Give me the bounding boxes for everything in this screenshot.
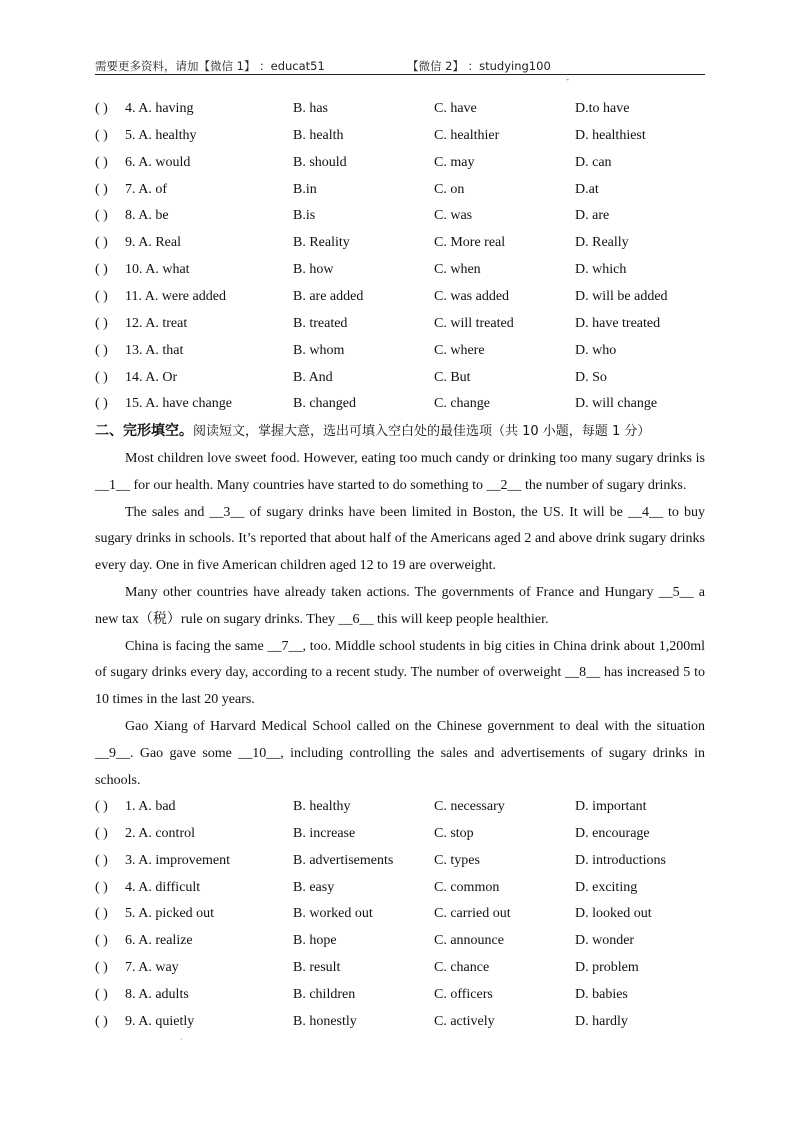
header-rule <box>95 74 705 75</box>
option-b: B. honestly <box>293 1013 357 1029</box>
option-d: D. encourage <box>575 825 650 841</box>
option-b: B. whom <box>293 342 345 358</box>
answer-blank: ( ) <box>95 181 108 197</box>
option-d: D. babies <box>575 986 628 1002</box>
option-c: C. carried out <box>434 906 511 922</box>
answer-blank: ( ) <box>95 933 108 949</box>
header-wechat-2: 【微信 2】 ：studying100 <box>407 59 551 73</box>
option-d: D. problem <box>575 960 639 976</box>
answer-blank: ( ) <box>95 986 108 1002</box>
option-a: 9. A. Real <box>125 235 181 251</box>
answer-blank: ( ) <box>95 101 108 116</box>
option-b: B. result <box>293 960 341 976</box>
passage-paragraph: Many other countries have already taken actions. The governments of France and Hungary __5__ a new tax（税）rule on sugary drinks. They __6__ this will keep people healthier. <box>95 584 705 627</box>
question-row <box>95 259 705 281</box>
option-a: 1. A. bad <box>125 799 176 814</box>
option-c: C. was added <box>434 288 510 304</box>
option-d: D. wonder <box>575 933 635 949</box>
question-row <box>95 823 705 845</box>
option-b: B. easy <box>293 879 335 895</box>
option-c: C. actively <box>434 1013 495 1029</box>
answer-blank: ( ) <box>95 396 108 412</box>
option-c: C. officers <box>434 986 493 1002</box>
answer-blank: ( ) <box>95 852 108 868</box>
option-d: D. looked out <box>575 906 652 922</box>
cloze-passage <box>95 446 705 794</box>
question-row <box>95 850 705 872</box>
option-a: 8. A. adults <box>125 986 189 1002</box>
answer-blank: ( ) <box>95 369 108 385</box>
option-c: C. was <box>434 208 473 224</box>
option-b: B. hope <box>293 933 337 949</box>
option-d: D. hardly <box>575 1013 628 1029</box>
option-d: D. are <box>575 208 610 224</box>
option-d: D. Really <box>575 235 629 251</box>
option-b: B. has <box>293 101 328 116</box>
option-c: C. chance <box>434 960 490 976</box>
question-row <box>95 367 705 389</box>
option-b: B. Reality <box>293 235 350 251</box>
option-c: C. common <box>434 879 500 895</box>
answer-blank: ( ) <box>95 906 108 922</box>
answer-blank: ( ) <box>95 1013 108 1029</box>
option-b: B. advertisements <box>293 852 394 868</box>
option-c: C. when <box>434 262 481 278</box>
option-b: B. increase <box>293 825 356 841</box>
option-d: D. So <box>575 369 607 385</box>
answer-blank: ( ) <box>95 825 108 841</box>
option-a: 6. A. realize <box>125 933 193 949</box>
option-a: 11. A. were added <box>125 288 226 304</box>
passage-paragraph: Gao Xiang of Harvard Medical School called on the Chinese government to deal with the situation __9__. Gao gave some __10__, including controlling the sales and advertisements of sugary drinks in schools. <box>95 718 705 788</box>
option-a: 6. A. would <box>125 154 191 170</box>
answer-blank: ( ) <box>95 315 108 331</box>
question-row <box>95 205 705 227</box>
question-row <box>95 98 705 120</box>
option-b: B. should <box>293 154 347 170</box>
answer-blank: ( ) <box>95 208 108 224</box>
question-row <box>95 1011 705 1033</box>
option-b: B. children <box>293 986 356 1002</box>
option-b: B. how <box>293 262 334 278</box>
option-c: C. But <box>434 369 471 385</box>
question-row <box>95 903 705 925</box>
question-row <box>95 179 705 201</box>
option-c: C. change <box>434 396 490 412</box>
option-a: 3. A. improvement <box>125 852 230 868</box>
footer-mark: · <box>180 1035 183 1044</box>
option-b: B. And <box>293 369 333 385</box>
option-d: D. will change <box>575 396 658 412</box>
question-row <box>95 957 705 979</box>
option-d: D. exciting <box>575 879 638 895</box>
question-row <box>95 393 705 415</box>
passage-paragraph: China is facing the same __7__, too. Middle school students in big cities in China drink about 1,200ml of sugary drinks every day, according to a recent study. The number of overweight __8__ has increased 5 to 10 times in the last 20 years. <box>95 638 705 708</box>
answer-blank: ( ) <box>95 154 108 170</box>
option-a: 4. A. having <box>125 101 194 116</box>
option-d: D. who <box>575 342 617 358</box>
option-a: 10. A. what <box>125 262 190 278</box>
option-a: 12. A. treat <box>125 315 188 331</box>
question-row <box>95 984 705 1006</box>
option-b: B. healthy <box>293 799 351 814</box>
option-c: C. will treated <box>434 315 514 331</box>
question-row <box>95 930 705 952</box>
option-b: B. treated <box>293 315 348 331</box>
page-header <box>95 56 705 74</box>
option-d: D. important <box>575 799 647 814</box>
question-row <box>95 340 705 362</box>
option-a: 4. A. difficult <box>125 879 201 895</box>
option-d: D. have treated <box>575 315 661 331</box>
option-c: C. have <box>434 101 477 116</box>
option-d: D. introductions <box>575 852 666 868</box>
question-row <box>95 152 705 174</box>
option-b: B. are added <box>293 288 364 304</box>
option-c: C. on <box>434 181 465 197</box>
passage-paragraph: Most children love sweet food. However, eating too much candy or drinking too many sugary drinks is __1__ for our health. Many countries have started to do something to __2__ the number of sugary drinks. <box>95 451 705 493</box>
option-b: B.in <box>293 181 317 197</box>
option-d: D. healthiest <box>575 127 646 143</box>
option-c: C. types <box>434 852 480 868</box>
option-a: 5. A. healthy <box>125 127 197 143</box>
option-d: D.to have <box>575 101 630 116</box>
option-a: 7. A. of <box>125 181 167 197</box>
answer-blank: ( ) <box>95 960 108 976</box>
answer-blank: ( ) <box>95 342 108 358</box>
answer-blank: ( ) <box>95 879 108 895</box>
option-c: C. necessary <box>434 799 505 814</box>
option-b: B. changed <box>293 396 356 412</box>
answer-blank: ( ) <box>95 799 108 814</box>
answer-blank: ( ) <box>95 235 108 251</box>
option-a: 2. A. control <box>125 825 195 841</box>
question-row <box>95 313 705 335</box>
section-2-instructions: 阅读短文，掌握大意，选出可填入空白处的最佳选项（共 10 小题，每题 1 分） <box>193 424 651 439</box>
question-row <box>95 286 705 308</box>
option-a: 5. A. picked out <box>125 906 215 922</box>
section-2-heading: 二、完形填空。 <box>95 423 193 439</box>
option-a: 15. A. have change <box>125 396 232 412</box>
section-2-title <box>95 420 705 443</box>
option-a: 13. A. that <box>125 342 184 358</box>
option-b: B. worked out <box>293 906 373 922</box>
option-c: C. announce <box>434 933 504 949</box>
option-a: 14. A. Or <box>125 369 178 385</box>
header-wechat-1: 需要更多资料，请加【微信 1】 ：educat51 <box>95 59 325 73</box>
question-row <box>95 796 705 818</box>
option-b: B. health <box>293 127 344 143</box>
answer-blank: ( ) <box>95 262 108 278</box>
option-c: C. stop <box>434 825 474 841</box>
option-a: 7. A. way <box>125 960 179 976</box>
option-b: B.is <box>293 208 316 224</box>
option-d: D. can <box>575 154 612 170</box>
option-c: C. where <box>434 342 485 358</box>
header-mark: - <box>566 74 569 84</box>
answer-blank: ( ) <box>95 288 108 304</box>
option-c: C. More real <box>434 235 506 251</box>
passage-paragraph: The sales and __3__ of sugary drinks have been limited in Boston, the US. It will be __4__ to buy sugary drinks in schools. It’s reported that about half of the Americans aged 2 and above drink sugary drinks every day. One in five American children aged 12 to 19 are overweight. <box>95 504 705 574</box>
option-c: C. healthier <box>434 127 500 143</box>
option-d: D. will be added <box>575 288 668 304</box>
option-a: 8. A. be <box>125 208 169 224</box>
option-a: 9. A. quietly <box>125 1013 195 1029</box>
answer-blank: ( ) <box>95 127 108 143</box>
option-c: C. may <box>434 154 475 170</box>
option-d: D.at <box>575 181 599 197</box>
question-row <box>95 877 705 899</box>
question-row <box>95 125 705 147</box>
option-d: D. which <box>575 262 627 278</box>
question-row <box>95 232 705 254</box>
